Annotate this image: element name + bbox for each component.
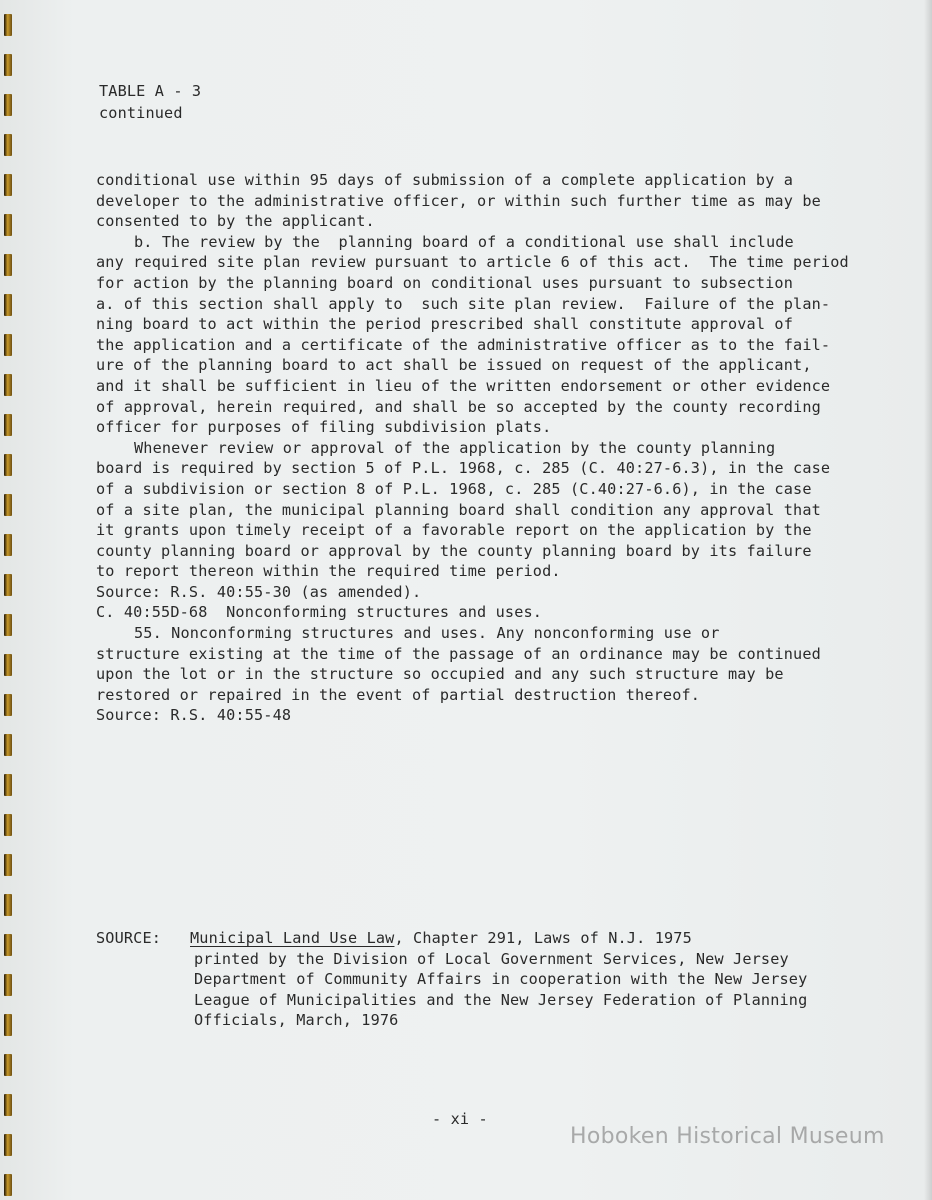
body-line: a. of this section shall apply to such site plan review. Failure of the plan- [96, 294, 831, 313]
body-text [96, 170, 876, 726]
binding-ring [4, 214, 12, 236]
section-heading: C. 40:55D-68 Nonconforming structures and uses. [96, 603, 543, 622]
page-number: - xi - [432, 1110, 488, 1128]
body-line: for action by the planning board on conditional uses pursuant to subsection [96, 273, 794, 292]
source-line: Source: R.S. 40:55-30 (as amended). [96, 582, 422, 601]
binding-ring [4, 1054, 12, 1076]
binding-ring [4, 294, 12, 316]
source-line: Source: R.S. 40:55-48 [96, 706, 292, 725]
spiral-binding [0, 0, 22, 1200]
page-edge-shadow [924, 0, 932, 1200]
museum-watermark: Hoboken Historical Museum [570, 1124, 885, 1149]
table-label: TABLE A - 3 [99, 82, 202, 100]
binding-ring [4, 374, 12, 396]
source-citation-line: printed by the Division of Local Government Services, New Jersey [194, 949, 789, 968]
continued-label: continued [99, 104, 183, 122]
binding-ring [4, 334, 12, 356]
body-line: of a site plan, the municipal planning board shall condition any approval that [96, 500, 821, 519]
binding-ring [4, 814, 12, 836]
binding-ring [4, 934, 12, 956]
body-line: the application and a certificate of the administrative officer as to the fail- [96, 335, 831, 354]
binding-ring [4, 654, 12, 676]
paragraph-b-start: b. The review by the planning board of a conditional use shall include [134, 232, 794, 251]
body-line: upon the lot or in the structure so occupied and any such structure may be [96, 665, 784, 684]
binding-ring [4, 1014, 12, 1036]
source-citation-line: League of Municipalities and the New Jersey Federation of Planning [194, 990, 808, 1009]
binding-ring [4, 1094, 12, 1116]
section-55-start: 55. Nonconforming structures and uses. Any nonconforming use or [134, 624, 720, 643]
table-header [99, 80, 201, 124]
body-line: and it shall be sufficient in lieu of the written endorsement or other evidence [96, 376, 831, 395]
binding-ring [4, 254, 12, 276]
body-line: to report thereon within the required time period. [96, 562, 561, 581]
binding-ring [4, 974, 12, 996]
body-line: consented to by the applicant. [96, 212, 375, 231]
binding-ring [4, 574, 12, 596]
body-line: ure of the planning board to act shall be issued on request of the applicant, [96, 356, 812, 375]
body-line: it grants upon timely receipt of a favorable report on the application by the [96, 521, 812, 540]
binding-ring [4, 1134, 12, 1156]
binding-ring [4, 94, 12, 116]
source-citation-first-line [96, 928, 876, 949]
binding-ring [4, 414, 12, 436]
binding-ring [4, 494, 12, 516]
source-label: SOURCE: [96, 929, 162, 947]
binding-ring [4, 534, 12, 556]
binding-ring [4, 734, 12, 756]
body-line: developer to the administrative officer, or within such further time as may be [96, 191, 821, 210]
binding-ring [4, 694, 12, 716]
binding-ring [4, 614, 12, 636]
binding-ring [4, 774, 12, 796]
body-line: county planning board or approval by the county planning board by its failure [96, 541, 812, 560]
body-line: of approval, herein required, and shall be so accepted by the county recording [96, 397, 821, 416]
binding-ring [4, 1174, 12, 1196]
body-line: any required site plan review pursuant to article 6 of this act. The time period [96, 253, 849, 272]
body-line: conditional use within 95 days of submission of a complete application by a [96, 171, 794, 189]
paragraph-whenever-start: Whenever review or approval of the application by the county planning [134, 438, 776, 457]
body-line: structure existing at the time of the passage of an ordinance may be continued [96, 644, 821, 663]
binding-ring [4, 854, 12, 876]
source-citation [96, 928, 876, 1031]
body-line: ning board to act within the period prescribed shall constitute approval of [96, 315, 794, 334]
publication-title: Municipal Land Use Law [190, 929, 395, 947]
body-line: board is required by section 5 of P.L. 1968, c. 285 (C. 40:27-6.3), in the case [96, 459, 831, 478]
binding-ring [4, 454, 12, 476]
publication-title-suffix: , Chapter 291, Laws of N.J. 1975 [394, 929, 692, 947]
body-line: officer for purposes of filing subdivision plats. [96, 418, 552, 437]
body-line: of a subdivision or section 8 of P.L. 1968, c. 285 (C.40:27-6.6), in the case [96, 479, 812, 498]
source-citation-line: Department of Community Affairs in cooperation with the New Jersey [194, 970, 808, 988]
binding-ring [4, 54, 12, 76]
body-line: restored or repaired in the event of partial destruction thereof. [96, 685, 701, 704]
binding-ring [4, 894, 12, 916]
binding-ring [4, 14, 12, 36]
source-citation-line: Officials, March, 1976 [194, 1011, 399, 1029]
binding-ring [4, 134, 12, 156]
binding-ring [4, 174, 12, 196]
